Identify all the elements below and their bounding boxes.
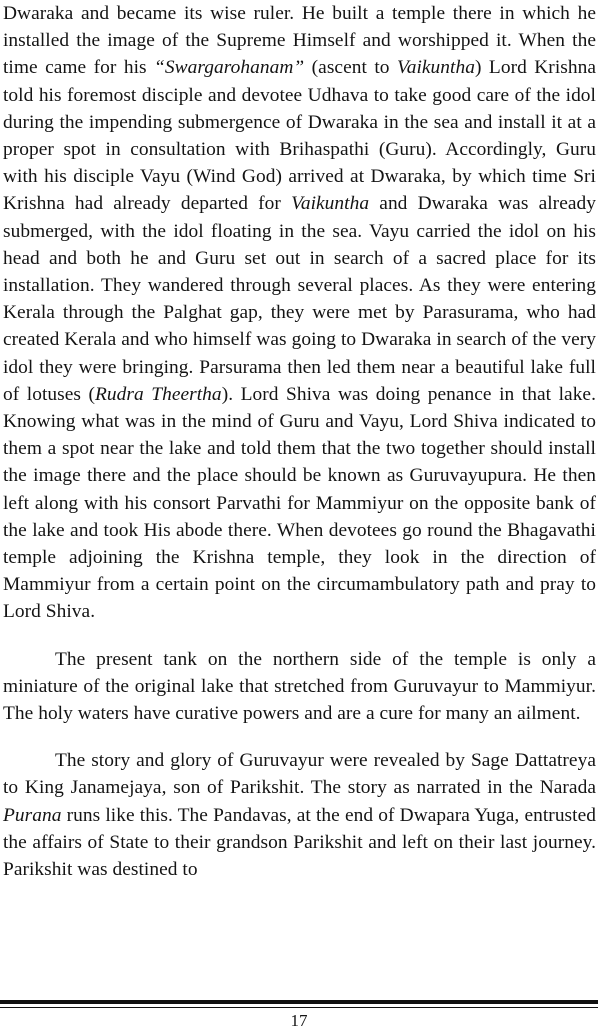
italic-text: Purana <box>3 804 62 826</box>
footer-rule-thick <box>0 1000 598 1004</box>
italic-text: Rudra Theertha <box>95 383 222 405</box>
text-run: ). Lord Shiva was doing penance in that lake. Knowing what was in the mind of Guru and Vayu, Lord Shiva indicated to them a spot near the lake and told them that the two together should install the image there and the place should be known as Guruvayupura. He then left along with his consort Parvathi for Mammiyur on the opposite bank of the lake and took His abode there. When devotees go round the Bhagavathi temple adjoining the Krishna temple, they look in the direction of Mammiyur from a certain point on the circumambulatory path and pray to Lord Shiva. <box>3 383 596 623</box>
text-run: Dwaraka and became its wise ruler. He built a temple there in which he installed the image of the Supreme Himself and worshipped it. When the time came for his <box>3 3 596 79</box>
paragraph <box>3 646 596 728</box>
text-run: ) Lord Krishna told his foremost disciple and devotee Udhava to take good care of the idol during the impending submergence of Dwaraka in the sea and install it at a proper spot in consultation with Brihaspathi (Guru). Accordingly, Guru with his disciple Vayu (Wind God) arrived at Dwaraka, by which time Sri Krishna had already departed for <box>3 57 596 215</box>
text-run: (ascent to <box>304 57 397 79</box>
page-number: 17 <box>290 1011 308 1030</box>
italic-text: Vaikuntha <box>396 57 475 79</box>
footer-rule-thin <box>0 1007 598 1008</box>
text-run: runs like this. The Pandavas, at the end of Dwapara Yuga, entrusted the affairs of State to their grandson Parikshit and left on their last journey. Parikshit was destined to <box>3 804 596 881</box>
paragraph <box>3 747 596 883</box>
text-run: The story and glory of Guruvayur were revealed by Sage Dattatreya to King Janamejaya, son of Parikshit. The story as narrated in the Narada <box>3 750 596 799</box>
italic-text: Vaikuntha <box>291 193 370 215</box>
italic-text: “Swargarohanam” <box>154 57 305 79</box>
body-text <box>3 0 596 883</box>
text-run: and Dwaraka was already submerged, with the idol floating in the sea. Vayu carried the idol on his head and both he and Guru set out in search of a sacred place for its installation. They wandered through several places. As they were entering Kerala through the Palghat gap, they were met by Parasurama, who had created Kerala and who himself was going to Dwaraka in search of the very idol they were bringing. Parsurama then led them near a beautiful lake full of lotuses ( <box>3 193 596 405</box>
text-run: The present tank on the northern side of the temple is only a miniature of the original lake that stretched from Guruvayur to Mammiyur. The holy waters have curative powers and are a cure for many an ailment. <box>3 648 596 725</box>
paragraph <box>3 0 596 626</box>
